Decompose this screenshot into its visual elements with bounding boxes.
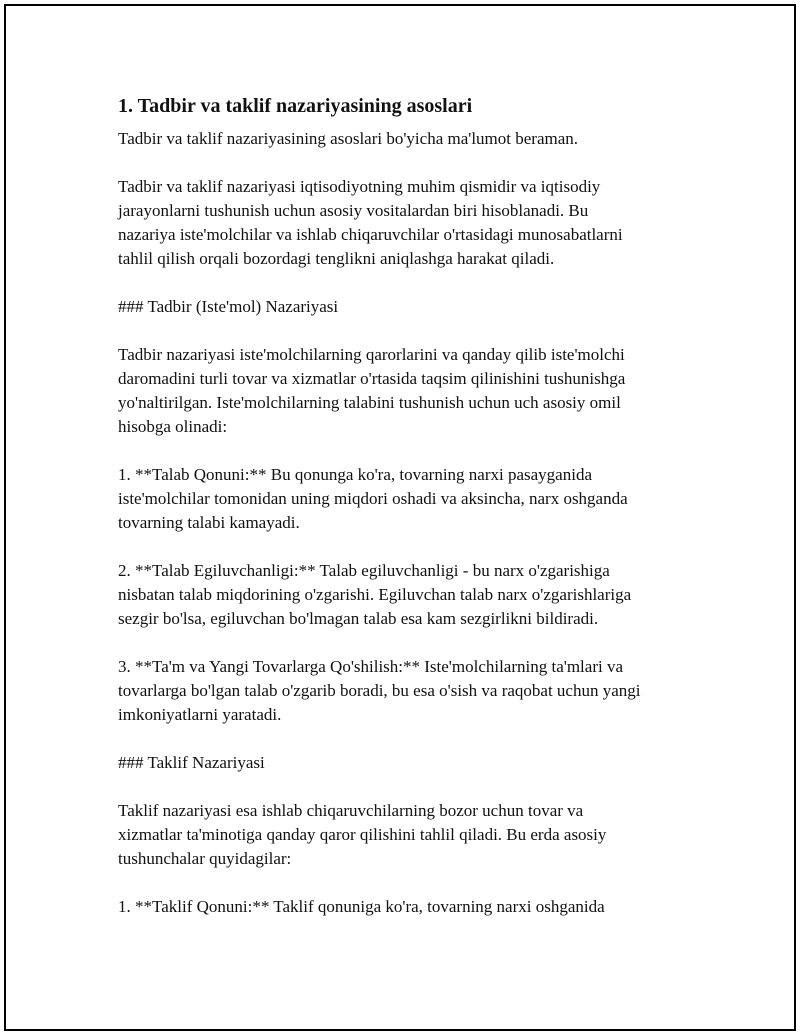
overview-paragraph: Tadbir va taklif nazariyasi iqtisodiyotning muhim qismidir va iqtisodiy jarayonlarni tushunish uchun asosiy vositalardan biri hisoblanadi. Bu nazariya iste'molchilar va ishlab chiqaruvchilar o'rtasidagi munosabatlarni tahlil qilish orqali bozordagi tenglikni aniqlashga harakat qiladi. <box>118 177 623 268</box>
demand-paragraph: Tadbir nazariyasi iste'molchilarning qarorlarini va qanday qilib iste'molchi daromadini turli tovar va xizmatlar o'rtasida taqsim qilinishini tushunishga yo'naltirilgan. Iste'molchilarning talabini tushunish uchun uch asosiy omil hisobga olinadi: <box>118 345 626 436</box>
section-heading-demand: ### Tadbir (Iste'mol) Nazariyasi <box>118 297 339 316</box>
demand-list-item-3: 3. **Ta'm va Yangi Tovarlarga Qo'shilish:** Iste'molchilarning ta'mlari va tovarlarga bo'lgan talab o'zgarib boradi, bu esa o'sish va raqobat uchun yangi imkoniyatlarni yaratadi. <box>118 657 641 724</box>
supply-paragraph: Taklif nazariyasi esa ishlab chiqaruvchilarning bozor uchun tovar va xizmatlar ta'minotiga qanday qaror qilishini tahlil qiladi. Bu erda asosiy tushunchalar quyidagilar: <box>118 801 607 868</box>
demand-list-item-1: 1. **Talab Qonuni:** Bu qonunga ko'ra, tovarning narxi pasayganida iste'molchilar tomonidan uning miqdori oshadi va aksincha, narx oshganda tovarning talabi kamayadi. <box>118 465 628 532</box>
intro-paragraph: Tadbir va taklif nazariyasining asoslari bo'yicha ma'lumot beraman. <box>118 129 579 148</box>
section-heading-supply: ### Taklif Nazariyasi <box>118 753 265 772</box>
supply-list-item-1: 1. **Taklif Qonuni:** Taklif qonuniga ko'ra, tovarning narxi oshganida <box>118 897 605 916</box>
demand-list-item-2: 2. **Talab Egiluvchanligi:** Talab egiluvchanligi - bu narx o'zgarishiga nisbatan talab miqdorining o'zgarishi. Egiluvchan talab narx o'zgarishlariga sezgir bo'lsa, egiluvchan bo'lmagan talab esa kam sezgirlikni bildiradi. <box>118 561 632 628</box>
document-body <box>118 94 698 919</box>
document-title: 1. Tadbir va taklif nazariyasining asoslari <box>118 95 473 117</box>
